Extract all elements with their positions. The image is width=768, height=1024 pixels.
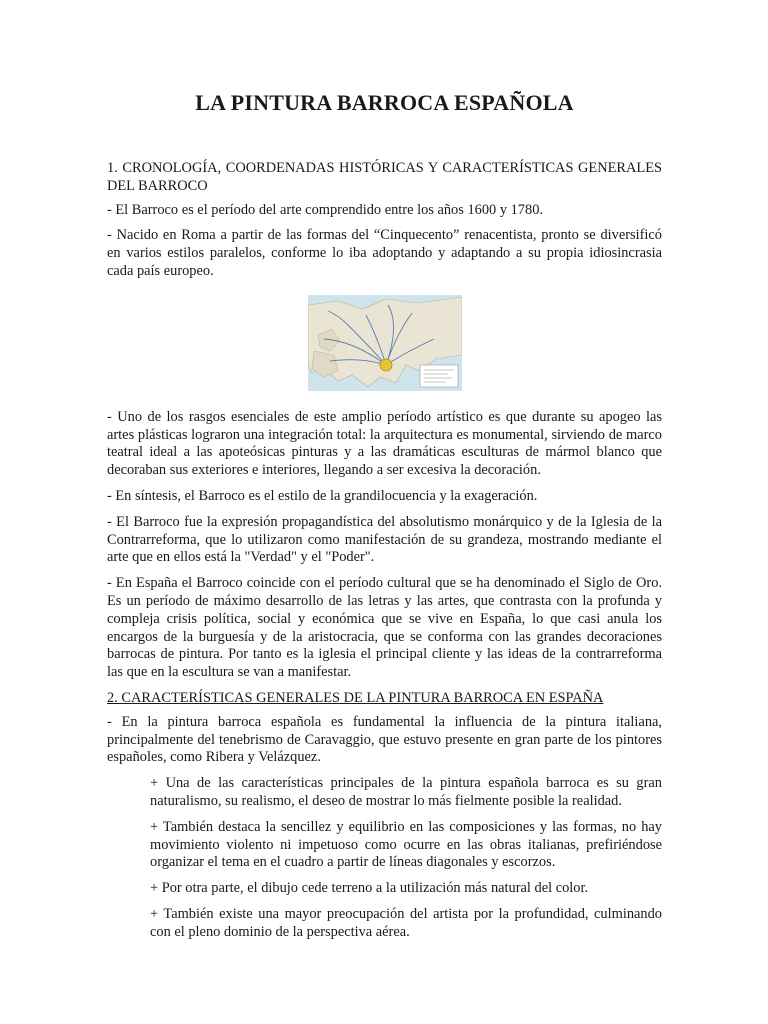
paragraph-chronology: - El Barroco es el período del arte comprendido entre los años 1600 y 1780.	[107, 201, 543, 218]
paragraph-propaganda: - El Barroco fue la expresión propagandística del absolutismo monárquico y de la Iglesia de la Contrarreforma, que lo utilizaron como manifestación de su grandeza, mostrando mediante el arte que en ellos está la "Verdad" y el "Poder".	[107, 513, 662, 566]
bullet-naturalism: + Una de las características principales de la pintura española barroca es su gran naturalismo, su realismo, el deseo de mostrar lo más fielmente posible la realidad.	[150, 775, 662, 809]
paragraph-integration: - Uno de los rasgos esenciales de este amplio período artístico es que durante su apogeo las artes plásticas lograron una integración total: la arquitectura es monumental, sirviendo de marco teatral ideal a las apoteósicas pinturas y a las dramáticas esculturas de mármol blanco que decoraban sus exteriores e interiores, llegando a ser excesiva la decoración.	[107, 408, 662, 479]
bullet-depth: + También existe una mayor preocupación del artista por la profundidad, culminando con el pleno dominio de la perspectiva aérea.	[150, 905, 662, 940]
paragraph-spain-golden-age: - En España el Barroco coincide con el período cultural que se ha denominado el Siglo de Oro. Es un período de máximo desarrollo de las letras y las artes, que contrasta con la profunda y compleja crisis política, social y económica que se vive en España, lo que casi anula los encargos de la burguesía y de la aristocracia, que se conforma con las grandes decoraciones barrocas de pintura. Por tanto es la iglesia el principal cliente y las ideas de la contrarreforma las que en la escultura se van a manifestar.	[107, 575, 662, 681]
bullet-color: + Por otra parte, el dibujo cede terreno a la utilización más natural del color.	[150, 880, 589, 897]
paragraph-italian-influence: - En la pintura barroca española es fundamental la influencia de la pintura italiana, principalmente del tenebrismo de Caravaggio, que estuvo presente en gran parte de los pintores españoles, como Ribera y Velázquez.	[107, 713, 662, 766]
paragraph-origin: - Nacido en Roma a partir de las formas del “Cinquecento” renacentista, pronto se diversificó en varios estilos paralelos, conforme lo iba adoptando y adaptando a su propia idiosincrasia cada país europeo.	[107, 227, 662, 279]
section-2-heading: 2. CARACTERÍSTICAS GENERALES DE LA PINTURA BARROCA EN ESPAÑA	[107, 689, 604, 706]
map-figure-container	[107, 295, 662, 391]
document-title: LA PINTURA BARROCA ESPAÑOLA	[195, 90, 574, 115]
europe-baroque-map-image	[308, 295, 462, 391]
paragraph-synthesis: - En síntesis, el Barroco es el estilo de la grandilocuencia y la exageración.	[107, 487, 538, 504]
document-body	[107, 90, 662, 950]
section-1-heading: 1. CRONOLOGÍA, COORDENADAS HISTÓRICAS Y CARACTERÍSTICAS GENERALES DEL BARROCO	[107, 160, 662, 194]
bullet-simplicity: + También destaca la sencillez y equilibrio en las composiciones y las formas, no hay movimiento violento ni impetuoso como ocurre en las obras italianas, prefiriéndose organizar el tema en el cuadro a partir de líneas diagonales y escorzos.	[150, 818, 662, 871]
